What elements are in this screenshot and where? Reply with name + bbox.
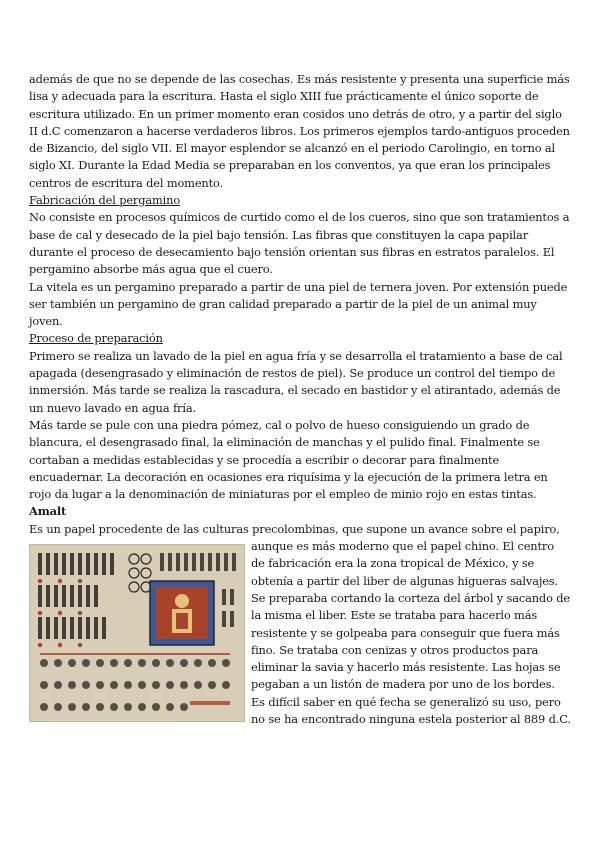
paragraph: Más tarde se pule con una piedra pómez, cal o polvo de hueso consiguiendo un grado de blancura, el desengrasado final, la eliminación de manchas y el pulido final. Finalmente se cortaban a medidas establecidas y se procedía a escribir o decorar para finalmente encuadernar. La decoración en ocasiones era riquísima y la ejecución de la primera letra en rojo da lugar a la denominación de miniaturas por el empleo de minio rojo en estas tintas. [29,417,548,502]
codex-illustration [29,544,245,722]
document-body [29,71,570,738]
section-heading-amalt: Amalt [29,504,67,519]
section-heading-proceso: Proceso de preparación [29,331,163,346]
amalt-figure-block [29,538,570,738]
paragraph: No consiste en procesos químicos de curtido como el de los cueros, sino que son tratamientos a base de cal y desecado de la piel bajo tensión. Las fibras que constituyen la capa papilar durante el proceso de desecamiento bajo tensión orientan sus fibras en estratos paralelos. El pergamino absorbe más agua que el cuero. [29,210,570,277]
paragraph: Es difícil saber en qué fecha se generalizó su uso, pero no se ha encontrado ninguna estela posterior al 889 d.C. [251,694,571,726]
amalt-wrapped-text [251,538,571,728]
paragraph-amalt-intro: Es un papel procedente de las culturas precolombinas, que supone un avance sobre el papiro, [29,521,560,536]
paragraph: Se preparaba cortando la corteza del árbol y sacando de la misma el liber. Este se trataba para hacerlo más resistente y se golpeaba para conseguir que fuera más fino. Se trataba con cenizas y otros productos para eliminar la savia y hacerlo más resistente. Las hojas se pegaban a un listón de madera por uno de los bordes. [251,590,570,692]
paragraph: además de que no se depende de las cosechas. Es más resistente y presenta una superficie más lisa y adecuada para la escritura. Hasta el siglo XIII fue prácticamente el único soporte de escritura utilizado. En un primer momento eran cosidos uno detrás de otro, y a partir del siglo II d.C comenzaron a hacerse verdaderos libros. Los primeros ejemplos tardo-antiguos proceden de Bizancio, del siglo VII. El mayor esplendor se alcanzó en el periodo Carolingio, en torno al siglo XI. Durante la Edad Media se preparaban en los conventos, ya que eran los principales centros de escritura del momento. [29,72,570,190]
paragraph: Primero se realiza un lavado de la piel en agua fría y se desarrolla el tratamiento a base de cal apagada (desengrasado y eliminación de restos de piel). Se produce un control del tiempo de inmersión. Más tarde se realiza la rascadura, el secado en bastidor y el atirantado, además de un nuevo lavado en agua fría. [29,348,563,415]
section-heading-fabricacion: Fabricación del pergamino [29,193,181,208]
codex-image [30,545,244,721]
paragraph: aunque es más moderno que el papel chino. El centro de fabricación era la zona tropical de México, y se obtenía a partir del liber de algunas higueras salvajes. [251,539,558,588]
paragraph: La vitela es un pergamino preparado a partir de una piel de ternera joven. Por extensión puede ser también un pergamino de gran calidad preparado a partir de la piel de un animal muy joven. [29,279,568,329]
